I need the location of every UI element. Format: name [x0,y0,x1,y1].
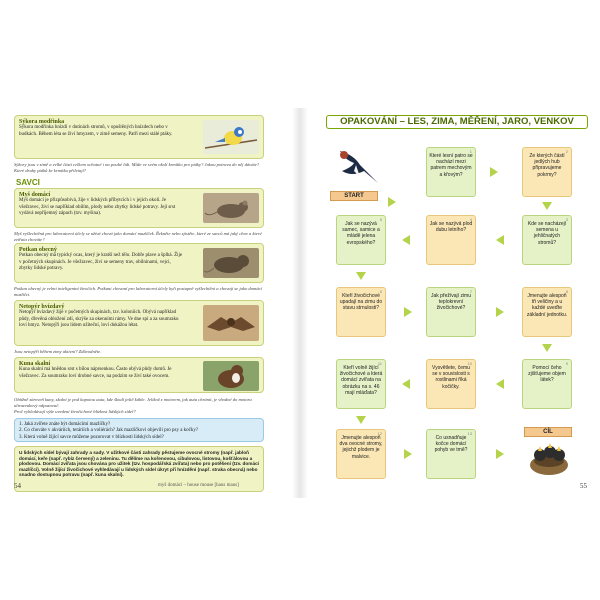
bat-photo [203,305,259,341]
card-8-number: 8 [565,289,568,294]
card-5-number: 5 [379,217,382,222]
card-6-text: Kteří živočichové upadají na zimu do stavu strnulosti? [339,293,383,312]
potkan-box [14,243,264,283]
card-5 [336,215,386,265]
review-title: OPAKOVÁNÍ – LES, ZIMA, MĚŘENÍ, JARO, VENKOV [326,115,588,129]
right-page-number: 55 [580,482,587,490]
rat-photo [203,248,259,278]
summary-box: U lidských sídel bývají zahrady a sady. V užitkové části zahrady pěstujeme ovocné stromy (např. jabloň domácí, keře (např. rybíz červený) a zeleninu. Tu dělíme na kořenovou, cibulovou, listovou, košťálovou a plodovou. Domácí zvířata jsou chována pro užitek (tzv. hospodářská zvířata) nebo pro potěšení (tzv. domácí mazlíčci). Volně žijící živočichové vyhledávají u lidských sídel úkryt při hnízdění (např. straka obecná) nebo snadno dostupnou potravu (např. kuna skalní). [14,446,264,492]
card-3 [522,215,572,265]
mys-title: Myš domácí [19,192,51,198]
start-label: START [330,191,378,201]
card-1-text: Které lesní patro se nachází mezi patrem mechovým a křovým? [429,153,473,178]
left-page [14,115,266,492]
sykora-question: Sýkory jsou v zimě a velké části celkem ochotné i na pouhé lidi. Může ve svém okolí krmítko pro ptáky? Jakou potravu do něj dáváte? Které druhy ptáků ke krmítku přiletují? [14,162,260,173]
card-13-number: 13 [467,431,472,436]
savci-heading: SAVCI [16,178,40,187]
card-3-number: 3 [565,217,568,222]
swallow-icon [334,137,382,187]
arrow-5-to-6 [356,272,366,280]
card-5-text: Jak se nazývá samec, samice a mládě jelena evropského? [342,221,380,246]
blue-tit-photo [203,120,259,154]
right-page [326,115,588,492]
sidla-question: Proč vyhledávají výše uvedení živočichové blízkost lidských sídel? [14,409,136,414]
card-2 [522,147,572,197]
arrow-13-to-cil [496,449,504,459]
sykora-box [14,115,264,159]
left-page-number: 54 [14,482,21,490]
card-7 [426,287,476,337]
card-13 [426,429,476,479]
card-10 [426,359,476,409]
card-3-text: Kde se nacházejí semena u jehličnatých stromů? [527,221,567,246]
card-10-number: 10 [467,361,472,366]
bird-nest-icon [528,441,570,477]
kuna-box [14,357,264,393]
sykora-text: Sýkora modřinka hnízdí v dutinách stromů, v opuštěných hnízdech nebo v budkách. Během léta se živí hmyzem, v zimě semeny. Patří mezi stálé ptáky. [19,125,173,137]
netopyr-question: Jsou netopýři během zimy aktivní? Zdůvodněte. [14,349,102,354]
kuna-title: Kuna skalní [19,361,51,367]
netopyr-title: Netopýr hvízdavý [19,304,65,310]
card-11-text: Kteří volně žijící živočichové a která domácí zvířata na obrázku na s. 46 mají mláďata? [339,365,383,396]
card-8 [522,287,572,337]
card-1 [426,147,476,197]
card-2-number: 2 [565,149,568,154]
kuna-text: Kuna skalní má hnědou srst s bílou náprsenkou. Často obývá půdy domů. Je všežravec. Za soumraku loví drobné savce, na podzim se živí také ovocem. [19,367,172,379]
book-gutter [292,108,308,498]
glossary-footer: myš domácí – house mouse [haus maus] [155,482,242,489]
arrow-start-to-1 [388,197,396,207]
card-13-text: Co usnadňuje kočce domácí pohyb ve tmě? [434,435,468,454]
cil-label: CÍL [524,427,572,437]
card-8-text: Jmenujte alespoň tři veličiny a u každé uveďte základní jednotku. [526,293,568,318]
arrow-1-to-2 [490,167,498,177]
arrow-7-to-8 [496,307,504,317]
arrow-4-to-5 [402,235,410,245]
potkan-note: Potkan obecný je velmi inteligentní živočich. Potkani chovaní pro laboratorní účely byli postupně vyšlechtěni a chovají se jako domácí mazlíčci. [14,286,262,297]
arrow-11-to-12 [356,416,366,424]
card-2-text: Ze kterých částí jedlých hub připravujeme pokrmy? [529,153,565,178]
card-9-number: 9 [565,361,568,366]
arrow-3-to-4 [496,235,504,245]
question-3: 3. Která volně žijící savce můžeme pozorovat v blízkosti lidských sídel? [19,434,164,440]
card-7-number: 7 [469,289,472,294]
arrow-2-to-3 [542,202,552,210]
house-mouse-photo [203,193,259,223]
questions-box [14,418,264,442]
card-12-number: 12 [377,431,382,436]
card-6-number: 6 [379,289,382,294]
mys-text: Myš domácí je přizpůsobivá, žije v lidských příbytcích i v jejich okolí. Je všežravec, živí se například obilím, plody nebo zbytky lidské potravy. Její srst vydává nepříjemný zápach (tzv. myšina). [19,198,176,217]
card-1-number: 1 [469,149,472,154]
mys-box [14,188,264,228]
card-4-text: Jak se nazývá plod dubu letního? [429,221,473,234]
card-4-number: 4 [469,217,472,222]
sykora-title: Sýkora modřinka [19,119,65,125]
arrow-6-to-7 [404,307,412,317]
card-11 [336,359,386,409]
netopyr-box [14,300,264,346]
arrow-12-to-13 [404,449,412,459]
card-4 [426,215,476,265]
marten-photo [203,361,259,391]
mys-question: Myš vyšlechtěná pro laboratorní účely se užívá chová jako domácí mazlíček. Řekněte nebo zjistěte, které ze savců má jaký chov a které zvířata chováte? [14,231,262,242]
netopyr-text: Netopýr hvízdavý žije v početných skupinách, tzv. koloniích. Obývá například půdy, dřevěná obložení zdí, skrýše za okenními rámy. Ve dne spí a za soumraku loví hmyz. Netopýři jsou lidem užiteční, loví dokážou létat. [19,310,179,329]
potkan-title: Potkan obecný [19,247,57,253]
card-12 [336,429,386,479]
potkan-text: Potkan obecný má typický ocas, který je kratší než tělo. Dobře plave a šplhá. Žije v početných skupinách. Je všežravec, živí se semeny trav, obilninami, vejci, zbytky lidské potravy. [19,253,183,272]
card-10-text: Vysvětlete, čemu se v souvislosti s rostlinami říká kočičky. [432,365,470,390]
question-2: 2. Co chováte v akváriích, teráriích a voliérách? Jak mazlíčkovi objevili pro psy a kočky? [19,428,199,434]
arrow-8-to-9 [542,344,552,352]
card-9-text: Pomocí čeho zjišťujeme objem látek? [528,365,566,384]
question-1: 1. Jaká zvířete znáte být domácími mazlíčky? [19,422,111,427]
arrow-10-to-11 [402,379,410,389]
card-6 [336,287,386,337]
card-9 [522,359,572,409]
card-12-text: Jmenujte alespoň dva ovocné stromy, jejichž plodem je malvice. [339,435,383,460]
kuna-note: Obtížně zároveň kuny, skalní je pod kapotou auta, kde škodí ještě káble. Jelikož z motorem, jak auta chránit, je vhodné do motoru ultrazvukový odpuzovač. [14,397,252,408]
card-11-number: 11 [377,361,382,366]
card-7-text: Jak přežívají zimu teplokrevní živočichové? [430,293,471,312]
arrow-9-to-10 [496,379,504,389]
